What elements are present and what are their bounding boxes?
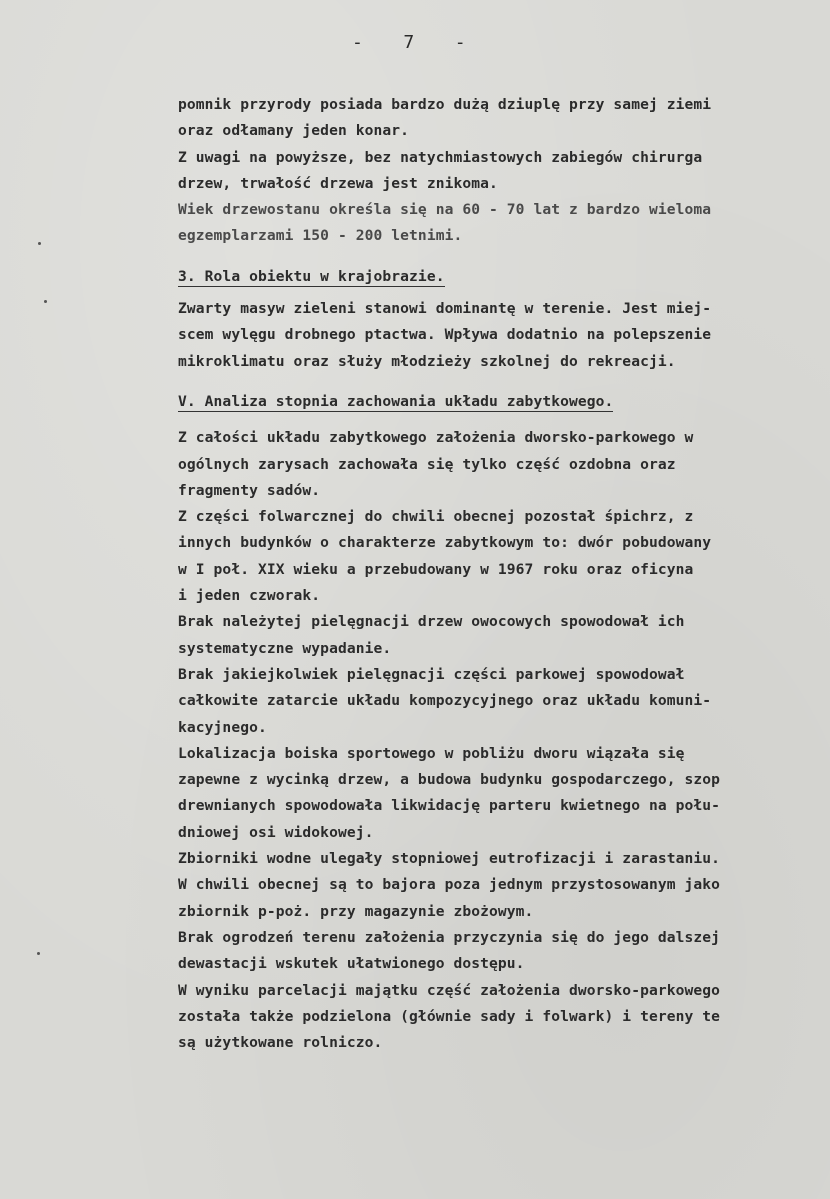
- text-line: i jeden czworak.: [178, 587, 321, 605]
- text-line: całkowite zatarcie układu kompozycyjnego oraz układu komuni-: [178, 692, 712, 710]
- text-line: innych budynków o charakterze zabytkowym to: dwór pobudowany: [178, 534, 712, 552]
- text-line: oraz odłamany jeden konar.: [178, 122, 410, 140]
- text-line: fragmenty sadów.: [178, 481, 321, 499]
- text-line: scem wylęgu drobnego ptactwa. Wpływa dodatnio na polepszenie: [178, 326, 712, 344]
- text-line: ogólnych zarysach zachowała się tylko część ozdobna oraz: [178, 455, 676, 473]
- text-line: drzew, trwałość drzewa jest znikoma.: [178, 174, 498, 192]
- text-line: Z uwagi na powyższe, bez natychmiastowych zabiegów chirurga: [178, 148, 703, 166]
- text-line: Wiek drzewostanu określa się na 60 - 70 lat z bardzo wieloma: [178, 201, 712, 219]
- text-line: drewnianych spowodowała likwidację parteru kwietnego na połu-: [178, 797, 721, 815]
- text-line: została także podzielona (głównie sady i folwark) i tereny te: [178, 1007, 721, 1025]
- text-line: egzemplarzami 150 - 200 letnimi.: [178, 227, 463, 245]
- margin-speck: [37, 952, 40, 955]
- margin-speck: [38, 242, 41, 245]
- section-3: [178, 264, 818, 375]
- text-line: Z całości układu zabytkowego założenia dworsko-parkowego w: [178, 429, 694, 447]
- margin-speck: [44, 300, 47, 303]
- text-line: w I poł. XIX wieku a przebudowany w 1967 roku oraz oficyna: [178, 560, 694, 578]
- text-line: Zbiorniki wodne ulegały stopniowej eutrofizacji i zarastaniu.: [178, 850, 721, 868]
- text-line: Brak należytej pielęgnacji drzew owocowych spowodował ich: [178, 613, 685, 631]
- text-line: Brak ogrodzeń terenu założenia przyczynia się do jego dalszej: [178, 928, 721, 946]
- text-line: pomnik przyrody posiada bardzo dużą dziuplę przy samej ziemi: [178, 96, 712, 113]
- text-line: mikroklimatu oraz służy młodzieży szkolnej do rekreacji.: [178, 352, 676, 370]
- intro-paragraph: [178, 92, 818, 250]
- section-heading: 3. Rola obiektu w krajobrazie.: [178, 267, 445, 285]
- text-line: systematyczne wypadanie.: [178, 639, 392, 657]
- text-line: kacyjnego.: [178, 718, 267, 736]
- section-heading: V. Analiza stopnia zachowania układu zabytkowego.: [178, 392, 614, 410]
- text-line: zbiornik p-poż. przy magazynie zbożowym.: [178, 902, 534, 920]
- text-line: są użytkowane rolniczo.: [178, 1034, 383, 1052]
- text-line: Lokalizacja boiska sportowego w pobliżu dworu wiązała się: [178, 744, 685, 762]
- text-line: Brak jakiejkolwiek pielęgnacji części parkowej spowodował: [178, 665, 685, 683]
- section-5: [178, 389, 818, 1056]
- text-line: Zwarty masyw zieleni stanowi dominantę w terenie. Jest miej-: [178, 300, 712, 318]
- text-line: zapewne z wycinką drzew, a budowa budynku gospodarczego, szop: [178, 771, 721, 789]
- text-line: dniowej osi widokowej.: [178, 823, 374, 841]
- page-number: - 7 -: [352, 32, 468, 53]
- text-line: dewastacji wskutek ułatwionego dostępu.: [178, 955, 525, 973]
- text-line: W wyniku parcelacji majątku część założenia dworsko-parkowego: [178, 981, 721, 999]
- text-line: W chwili obecnej są to bajora poza jednym przystosowanym jako: [178, 876, 721, 894]
- document-body: [178, 92, 818, 1056]
- text-line: Z części folwarcznej do chwili obecnej pozostał śpichrz, z: [178, 508, 694, 526]
